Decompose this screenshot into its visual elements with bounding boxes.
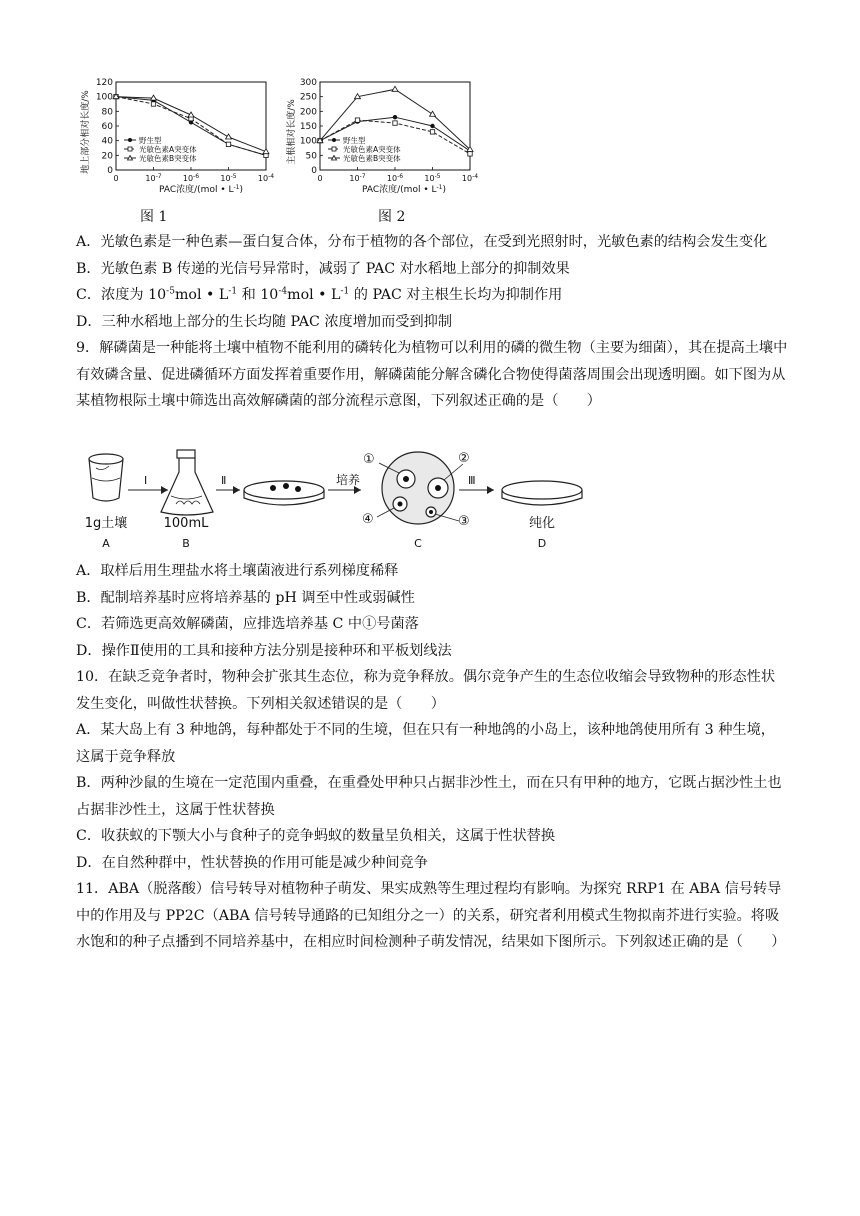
arrow-3-head [487, 486, 494, 494]
label-c: C [414, 537, 422, 550]
y-tick-label: 120 [95, 78, 113, 88]
legend-label: 光敏色素A突变体 [343, 145, 401, 154]
x-tick-label: $10^{-6}$ [386, 173, 404, 183]
q9-stem: 9．解磷菌是一种能将土壤中植物不能利用的磷转化为植物可以利用的磷的微生物（主要为细菌），其在提高土壤中有效磷含量、促进磷循环方面发挥着重要作用，解磷菌能分解含磷化合物使得菌落周围会出现透明圈。如下图为从某植物根际土壤中筛选出高效解磷菌的部分流程示意图，下列叙述正确的是（ ） [76, 340, 788, 409]
colony-1-label: ① [363, 452, 375, 467]
fig1-ylabel: 地上部分相对长度/% [81, 90, 91, 174]
data-point [430, 124, 434, 128]
legend-label: 光敏色素A突变体 [139, 145, 197, 154]
y-tick-label: 100 [95, 92, 113, 103]
legend-marker [332, 138, 336, 142]
arrow-1-head [161, 486, 168, 494]
data-point [468, 152, 472, 156]
step-1-label: Ⅰ [144, 474, 148, 487]
x-tick-label: $10^{-4}$ [257, 173, 275, 183]
x-tick-label: 0 [317, 174, 323, 183]
fig1-xlabel: PAC浓度/(mol • $L^{-1}$) [159, 184, 243, 195]
legend-marker [128, 147, 132, 151]
q8-option-d: D．三种水稻地上部分的生长均随 PAC 浓度增加而受到抑制 [76, 313, 453, 330]
y-tick-label: 20 [101, 151, 113, 162]
q8-option-c: C．浓度为 $10^{-5}mol$ • $L^{-1}$ 和 $10^{-4}mol$ • $L^{-1}$ 的 PAC 对主根生长均为抑制作用 [76, 286, 563, 303]
y-tick-label: 80 [101, 107, 113, 118]
y-tick-label: 40 [101, 136, 113, 147]
legend-label: 光敏色素B突变体 [139, 154, 197, 163]
fig2-xlabel: PAC浓度/(mol • $L^{-1}$) [362, 184, 446, 195]
plate-c [382, 452, 454, 524]
q10-option-b: B．两种沙鼠的生境在一定范围内重叠，在重叠处甲种只占据非沙性土，而在只有甲种的地方，它既占据沙性土也占据非沙性土，这属于性状替换 [76, 775, 782, 818]
label-a-top: 1g土壤 [84, 516, 128, 531]
data-point [226, 134, 232, 139]
x-tick-label: $10^{-6}$ [182, 173, 200, 183]
y-tick-label: 300 [299, 78, 317, 88]
data-point [151, 102, 155, 106]
q11-stem: 11．ABA（脱落酸）信号转导对植物种子萌发、果实成熟等生理过程均有影响。为探究 RRP1 在 ABA 信号转导中的作用及与 PP2C（ABA 信号转导通路的已知组分之一）的关系，研究者利用模式生物拟南芥进行实验。将吸水饱和的种子点播到不同培养基中，在相应时间检测种子萌发情况，结果如下图所示。下列叙述正确的是（ ） [76, 881, 786, 950]
q9-option-d: D．操作Ⅱ使用的工具和接种方法分别是接种环和平板划线法 [76, 642, 452, 659]
label-d-top: 纯化 [528, 516, 556, 531]
x-tick-label: $10^{-5}$ [424, 173, 441, 183]
petri-dish-pure [502, 481, 582, 505]
q9-option-c: C．若筛选更高效解磷菌，应排选培养基 C 中①号菌落 [76, 616, 419, 632]
label-b-top: 100mL [163, 516, 209, 531]
y-tick-label: 0 [107, 166, 113, 176]
q9-option-b: B．配制培养基时应将培养基的 pH 调至中性或弱碱性 [76, 589, 415, 606]
step-2-label: Ⅱ [221, 474, 227, 487]
q9-option-a: A．取样后用生理盐水将土壤菌液进行系列梯度稀释 [76, 563, 399, 579]
x-tick-label: 0 [113, 174, 119, 183]
x-tick-label: $10^{-7}$ [145, 173, 162, 183]
data-point [430, 111, 436, 116]
q10-option-c: C．收获蚁的下颚大小与食种子的竞争蚂蚁的数量呈负相关，这属于性状替换 [76, 828, 556, 844]
legend-label: 野生型 [343, 136, 366, 145]
colony-3-label: ③ [458, 514, 470, 529]
label-a: A [102, 537, 110, 550]
y-tick-label: 0 [311, 166, 317, 176]
legend-label: 光敏色素B突变体 [343, 154, 401, 163]
y-tick-label: 200 [299, 107, 317, 118]
colony-dots [270, 483, 301, 492]
label-b: B [182, 537, 190, 550]
legend-marker [332, 147, 336, 151]
soil-beaker [89, 454, 123, 501]
q9-q11-text [76, 558, 788, 956]
culture-label: 培养 [336, 473, 361, 487]
data-point [430, 130, 434, 134]
y-tick-label: 150 [299, 122, 317, 132]
legend-label: 野生型 [139, 136, 162, 145]
figure-1-chart [76, 70, 286, 200]
y-tick-label: 100 [299, 136, 317, 147]
legend-marker [128, 138, 132, 142]
q8-option-a: A．光敏色素是一种色素—蛋白复合体，分布于植物的各个部位，在受到光照射时，光敏色素的结构会发生变化 [76, 234, 768, 250]
data-point [392, 86, 398, 91]
data-point [393, 121, 397, 125]
q8-option-b: B．光敏色素 B 传递的光信号异常时，减弱了 PAC 对水稻地上部分的抑制效果 [76, 260, 570, 277]
data-point [226, 142, 230, 146]
flow-diagram [76, 446, 676, 558]
flask [161, 450, 213, 515]
data-point [355, 118, 359, 122]
figure-2-caption: 图 2 [378, 209, 406, 225]
fig2-ylabel: 主根相对长度/% [287, 99, 297, 165]
y-tick-label: 50 [305, 151, 317, 162]
q10-stem: 10．在缺乏竞争者时，物种会扩张其生态位，称为竞争释放。偶尔竞争产生的生态位收缩会导致物种的形态性状发生变化，叫做性状替换。下列相关叙述错误的是（ ） [76, 669, 776, 712]
label-d: D [537, 537, 547, 550]
colony-2-label: ② [458, 451, 470, 466]
y-tick-label: 250 [299, 92, 317, 103]
y-tick-label: 60 [101, 122, 113, 132]
x-tick-label: $10^{-5}$ [220, 173, 237, 183]
data-point [393, 115, 397, 119]
x-tick-label: $10^{-7}$ [349, 173, 366, 183]
q8-options [76, 229, 788, 415]
arrow-culture-head [354, 486, 361, 494]
x-tick-label: $10^{-4}$ [461, 173, 479, 183]
colony-4-label: ④ [362, 512, 374, 527]
arrow-2-head [233, 486, 240, 494]
q10-option-a: A．某大岛上有 3 种地鸽，每种都处于不同的生境，但在只有一种地鸽的小岛上，该种地鸽使用所有 3 种生境，这属于竞争释放 [76, 722, 775, 765]
figure-2-chart [284, 70, 494, 200]
step-3-label: Ⅲ [468, 474, 476, 487]
figure-1-caption: 图 1 [140, 209, 168, 225]
q10-option-d: D．在自然种群中，性状替换的作用可能是减少种间竞争 [76, 854, 428, 871]
